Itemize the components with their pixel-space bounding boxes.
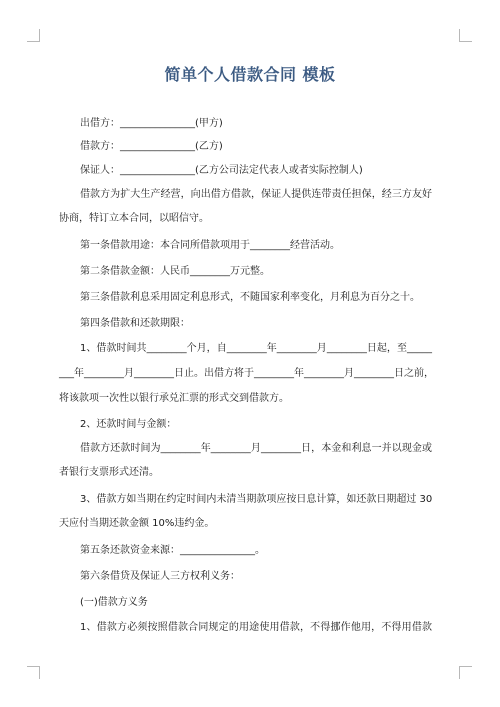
article-1: 第一条借款用途：本合同所借款项用于________经营活动。 [80, 240, 340, 251]
article-4-item-1-line-2: ___年________月________日止。出借方将于________年________月________日之前， [59, 368, 434, 379]
article-4-item-3-line-2: 天应付当期还款金额 10%违约金。 [59, 518, 215, 529]
repayment-line-2: 者银行支票形式还清。 [59, 467, 159, 478]
crop-mark-top-left [27, 29, 40, 42]
crop-mark-bottom-right [459, 666, 472, 679]
preamble-line-2: 协商，特订立本合同，以昭信守。 [59, 213, 209, 224]
borrower-obligation-1: 1、借款方必须按照借款合同规定的用途使用借款，不得挪作他用，不得用借款 [80, 622, 432, 633]
guarantor-line: 保证人：_______________(乙方公司法定代表人或者实际控制人) [80, 165, 363, 176]
crop-mark-bottom-left [27, 666, 40, 679]
article-4-item-1-line-1: 1、借款时间共________个月，自________年________月________日起，至_____ [80, 343, 432, 354]
repayment-line-1: 借款方还款时间为________年________月________日，本金和利息一并以现金或 [80, 443, 432, 454]
borrower-line: 借款方：_______________(乙方) [80, 141, 223, 152]
document-title: 简单个人借款合同 模板 [164, 65, 336, 84]
borrower-obligations-heading: (一)借款方义务 [80, 597, 148, 608]
article-4-item-1-line-3: 将该款项一次性以银行承兑汇票的形式交到借款方。 [59, 393, 289, 404]
preamble-line-1: 借款方为扩大生产经营，向出借方借款，保证人提供连带责任担保，经三方友好 [80, 189, 432, 200]
article-3: 第三条借款利息采用固定利息形式，不随国家利率变化，月利息为百分之十。 [80, 292, 420, 303]
article-2: 第二条借款金额：人民币________万元整。 [80, 266, 270, 277]
article-6-heading: 第六条借贷及保证人三方权利义务： [80, 571, 240, 582]
article-4-heading: 第四条借款和还款期限： [80, 318, 190, 329]
article-4-item-3-line-1: 3、借款方如当期在约定时间内未清当期款项应按日息计算，如还款日期超过 30 [80, 494, 433, 505]
article-5: 第五条还款资金来源：_______________。 [80, 545, 265, 556]
article-4-item-2-heading: 2、还款时间与金额： [80, 419, 177, 430]
lender-line: 出借方：_______________(甲方) [80, 118, 223, 129]
crop-mark-top-right [459, 29, 472, 42]
